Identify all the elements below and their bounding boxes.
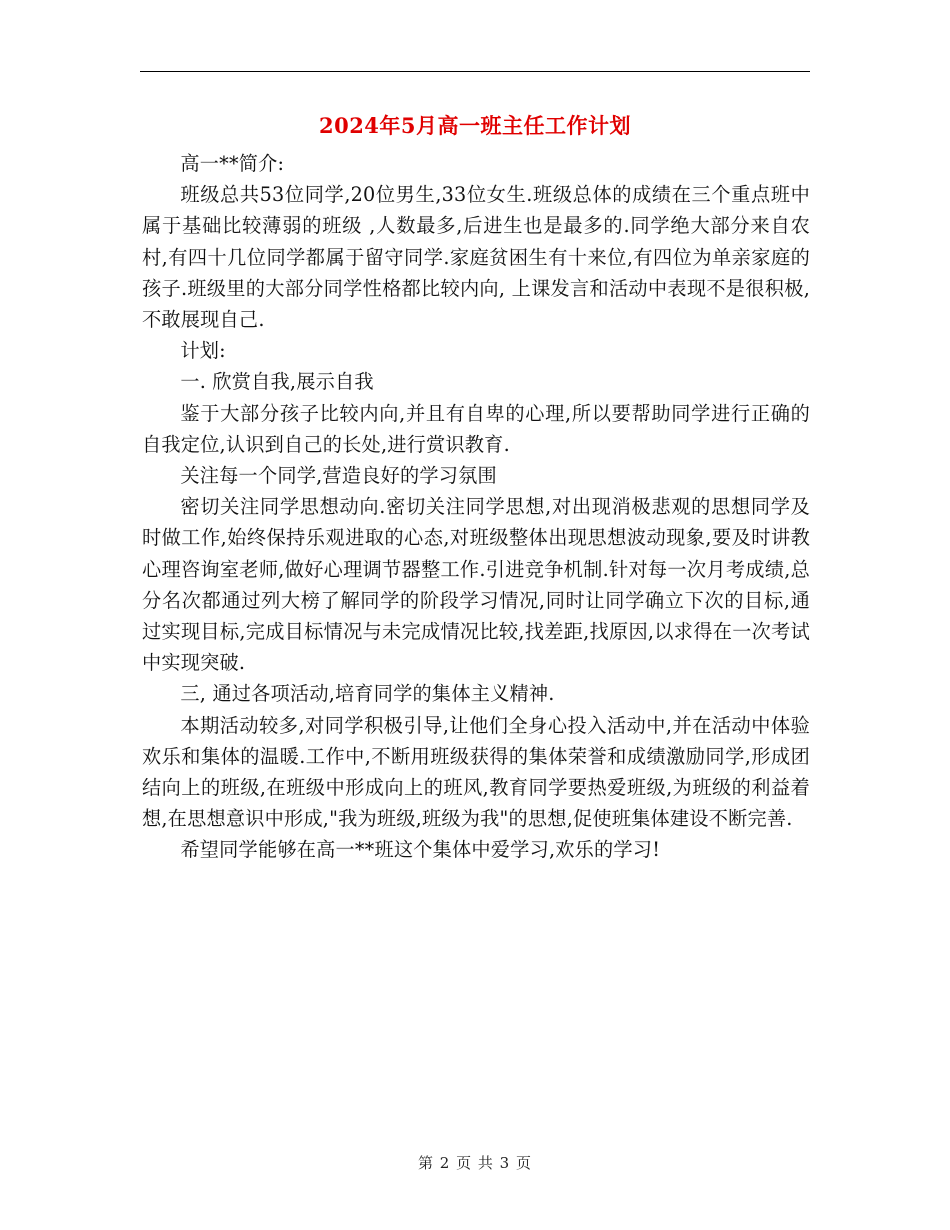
- page-footer: 第 2 页 共 3 页: [418, 1154, 532, 1172]
- section-heading-1: 一. 欣赏自我,展示自我: [180, 370, 374, 394]
- paragraph-section-3: 本期活动较多,对同学积极引导,让他们全身心投入活动中,并在活动中体验欢乐和集体的温暖.工作中,不断用班级获得的集体荣誉和成绩激励同学,形成团结向上的班级,在班级中形成向上的班风,教育同学要热爱班级,为班级的利益着想,在思想意识中形成,"我为班级,班级为我"的思想,促使班集体建设不断完善.: [142, 713, 810, 831]
- paragraph-closing: 希望同学能够在高一**班这个集体中爱学习,欢乐的学习!: [180, 838, 661, 862]
- paragraph-section-2: 密切关注同学思想动向.密切关注同学思想,对出现消极悲观的思想同学及时做工作,始终保持乐观进取的心态,对班级整体出现思想波动现象,要及时讲教心理咨询室老师,做好心理调节器整工作.引进竞争机制.针对每一次月考成绩,总分名次都通过列大榜了解同学的阶段学习情况,同时让同学确立下次的目标,通过实现目标,完成目标情况与未完成情况比较,找差距,找原因,以求得在一次考试中实现突破.: [142, 495, 810, 675]
- paragraph-plan-heading: 计划:: [180, 339, 226, 363]
- header-rule: [140, 71, 810, 72]
- paragraph-intro: 班级总共53位同学,20位男生,33位女生.班级总体的成绩在三个重点班中属于基础比较薄弱的班级 ,人数最多,后进生也是最多的.同学绝大部分来自农村,有四十几位同学都属于留守同学.家庭贫困生有十来位,有四位为单亲家庭的孩子.班级里的大部分同学性格都比较内向, 上课发言和活动中表现不是很积极,不敢展现自己.: [142, 183, 810, 332]
- paragraph-section-1: 鉴于大部分孩子比较内向,并且有自卑的心理,所以要帮助同学进行正确的自我定位,认识到自己的长处,进行赏识教育.: [142, 401, 810, 456]
- section-heading-3: 三, 通过各项活动,培育同学的集体主义精神.: [180, 682, 555, 706]
- section-heading-2: 关注每一个同学,营造良好的学习氛围: [180, 464, 497, 488]
- document-title: 2024年5月高一班主任工作计划: [318, 113, 632, 138]
- document-body: [142, 148, 810, 866]
- paragraph-intro-heading: 高一**简介:: [180, 152, 285, 175]
